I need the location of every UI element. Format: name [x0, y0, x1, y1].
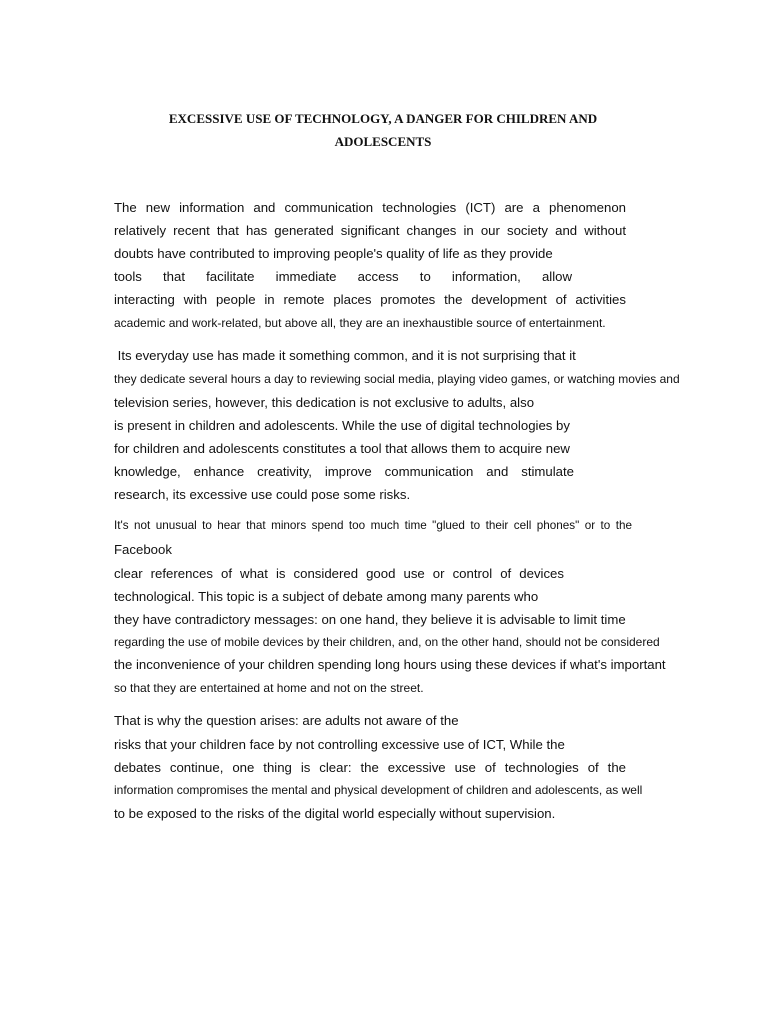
- paragraph-2-line: they dedicate several hours a day to reviewing social media, playing video games, or watching movies and: [114, 372, 680, 386]
- document-title-line-2: ADOLESCENTS: [334, 134, 432, 149]
- paragraph-1-line: academic and work-related, but above all, they are an inexhaustible source of entertainment.: [114, 316, 606, 330]
- paragraph-3-line: clear references of what is considered good use or control of devices: [114, 566, 564, 581]
- paragraph-1-line: tools that facilitate immediate access to information, allow: [114, 269, 572, 284]
- paragraph-2-line: Its everyday use has made it something common, and it is not surprising that it: [114, 348, 576, 363]
- document-title-line-1: EXCESSIVE USE OF TECHNOLOGY, A DANGER FOR CHILDREN AND: [168, 111, 598, 126]
- paragraph-4-line: debates continue, one thing is clear: the excessive use of technologies of the: [114, 760, 626, 775]
- paragraph-4-line: to be exposed to the risks of the digital world especially without supervision.: [114, 806, 556, 821]
- paragraph-4-line: information compromises the mental and physical development of children and adolescents, as well: [114, 783, 643, 797]
- paragraph-2-line: research, its excessive use could pose some risks.: [114, 487, 411, 502]
- paragraph-1-line: doubts have contributed to improving people's quality of life as they provide: [114, 246, 553, 261]
- paragraph-2-line: knowledge, enhance creativity, improve communication and stimulate: [114, 464, 574, 479]
- paragraph-2-line: television series, however, this dedication is not exclusive to adults, also: [114, 395, 535, 410]
- paragraph-2-line: for children and adolescents constitutes a tool that allows them to acquire new: [114, 441, 570, 456]
- paragraph-3-line: the inconvenience of your children spending long hours using these devices if what's important: [114, 657, 666, 672]
- paragraph-3-line: regarding the use of mobile devices by their children, and, on the other hand, should not be considered: [114, 635, 660, 649]
- paragraph-3-line: technological. This topic is a subject of debate among many parents who: [114, 589, 539, 604]
- paragraph-1-line: interacting with people in remote places promotes the development of activities: [114, 292, 626, 307]
- paragraph-3-line: so that they are entertained at home and not on the street.: [114, 681, 424, 695]
- paragraph-4-line: risks that your children face by not controlling excessive use of ICT, While the: [114, 737, 565, 752]
- paragraph-4-line: That is why the question arises: are adults not aware of the: [114, 713, 459, 728]
- paragraph-3-line: It's not unusual to hear that minors spend too much time "glued to their cell phones" or to the: [114, 519, 632, 532]
- paragraph-2-line: is present in children and adolescents. While the use of digital technologies by: [114, 418, 570, 433]
- paragraph-3-line: Facebook: [114, 542, 172, 557]
- paragraph-1-line: The new information and communication technologies (ICT) are a phenomenon: [114, 200, 626, 215]
- paragraph-1-line: relatively recent that has generated significant changes in our society and without: [114, 223, 626, 238]
- paragraph-3-line: they have contradictory messages: on one hand, they believe it is advisable to limit time: [114, 612, 626, 627]
